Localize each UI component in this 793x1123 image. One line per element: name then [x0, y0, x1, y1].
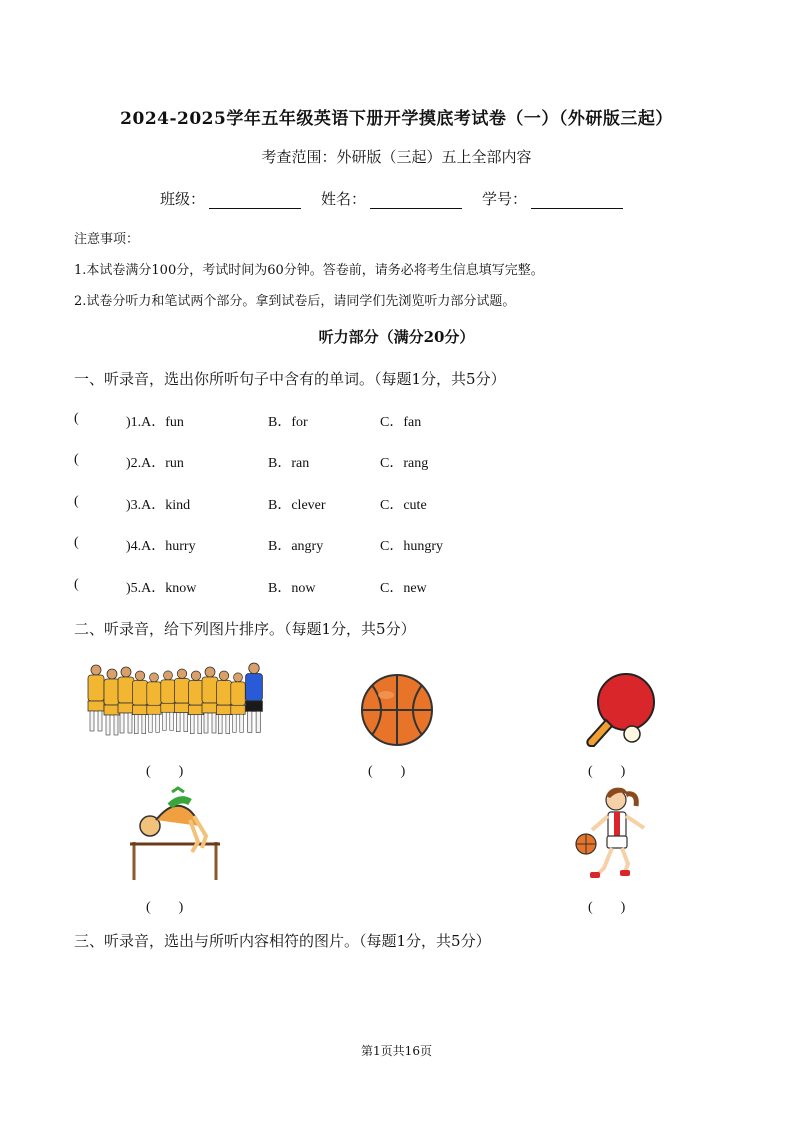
note-item-1: 1.本试卷满分100分，考试时间为60分钟。答卷前，请务必将考生信息填写完整。: [74, 263, 544, 278]
answer-paren[interactable]: ( ): [588, 764, 626, 779]
answer-paren[interactable]: ( ): [368, 764, 406, 779]
page-number: 第1页共16页: [361, 1044, 432, 1058]
answer-paren[interactable]: ( ): [146, 900, 184, 915]
class-field[interactable]: [160, 188, 301, 209]
question-row: [0, 494, 793, 514]
option-c: C．hungry: [380, 539, 443, 554]
question-row: [0, 452, 793, 472]
question-row: [0, 577, 793, 597]
girl-basketball-image: [570, 784, 664, 884]
option-a: )1.A．fun: [126, 415, 184, 430]
answer-open-paren[interactable]: (: [74, 535, 79, 550]
part2-title: 二、听录音，给下列图片排序。（每题1分，共5分）: [74, 620, 416, 638]
question-row: [0, 411, 793, 431]
option-a: )5.A．know: [126, 581, 197, 596]
option-b: B．clever: [268, 498, 326, 513]
question-row: [0, 535, 793, 555]
answer-open-paren[interactable]: (: [74, 577, 79, 592]
option-b: B．angry: [268, 539, 324, 554]
name-field[interactable]: [321, 188, 462, 209]
note-item-2: 2.试卷分听力和笔试两个部分。拿到试卷后，请同学们先浏览听力部分试题。: [74, 294, 516, 309]
listening-heading: 听力部分（满分20分）: [318, 328, 475, 346]
class-blank[interactable]: [209, 190, 301, 209]
student-info-row: [160, 188, 643, 209]
part1-title: 一、听录音，选出你所听句子中含有的单词。（每题1分，共5分）: [74, 370, 506, 388]
part3-title: 三、听录音，选出与所听内容相符的图片。（每题1分，共5分）: [74, 932, 491, 950]
answer-paren[interactable]: ( ): [146, 764, 184, 779]
answer-open-paren[interactable]: (: [74, 494, 79, 509]
option-c: C．new: [380, 581, 427, 596]
student-id-label: 学号：: [482, 190, 528, 208]
option-b: B．now: [268, 581, 316, 596]
student-id-field[interactable]: [482, 188, 623, 209]
option-a: )4.A．hurry: [126, 539, 196, 554]
student-id-blank[interactable]: [531, 190, 623, 209]
answer-open-paren[interactable]: (: [74, 411, 79, 426]
class-label: 班级：: [160, 190, 206, 208]
exam-title: 2024-2025学年五年级英语下册开学摸底考试卷（一）（外研版三起）: [120, 109, 673, 129]
ping-pong-paddle-image: [580, 672, 658, 750]
option-a: )3.A．kind: [126, 498, 191, 513]
option-c: C．cute: [380, 498, 427, 513]
option-c: C．rang: [380, 456, 429, 471]
notes-heading: 注意事项：: [74, 232, 140, 247]
name-label: 姓名：: [321, 190, 367, 208]
high-jump-image: [128, 786, 222, 882]
answer-open-paren[interactable]: (: [74, 452, 79, 467]
basketball-image: [360, 673, 434, 747]
option-b: B．ran: [268, 456, 310, 471]
option-b: B．for: [268, 415, 308, 430]
exam-scope: 考查范围：外研版（三起）五上全部内容: [261, 148, 532, 166]
football-team-image: [86, 658, 266, 744]
name-blank[interactable]: [370, 190, 462, 209]
option-a: )2.A．run: [126, 456, 184, 471]
option-c: C．fan: [380, 415, 422, 430]
answer-paren[interactable]: ( ): [588, 900, 626, 915]
